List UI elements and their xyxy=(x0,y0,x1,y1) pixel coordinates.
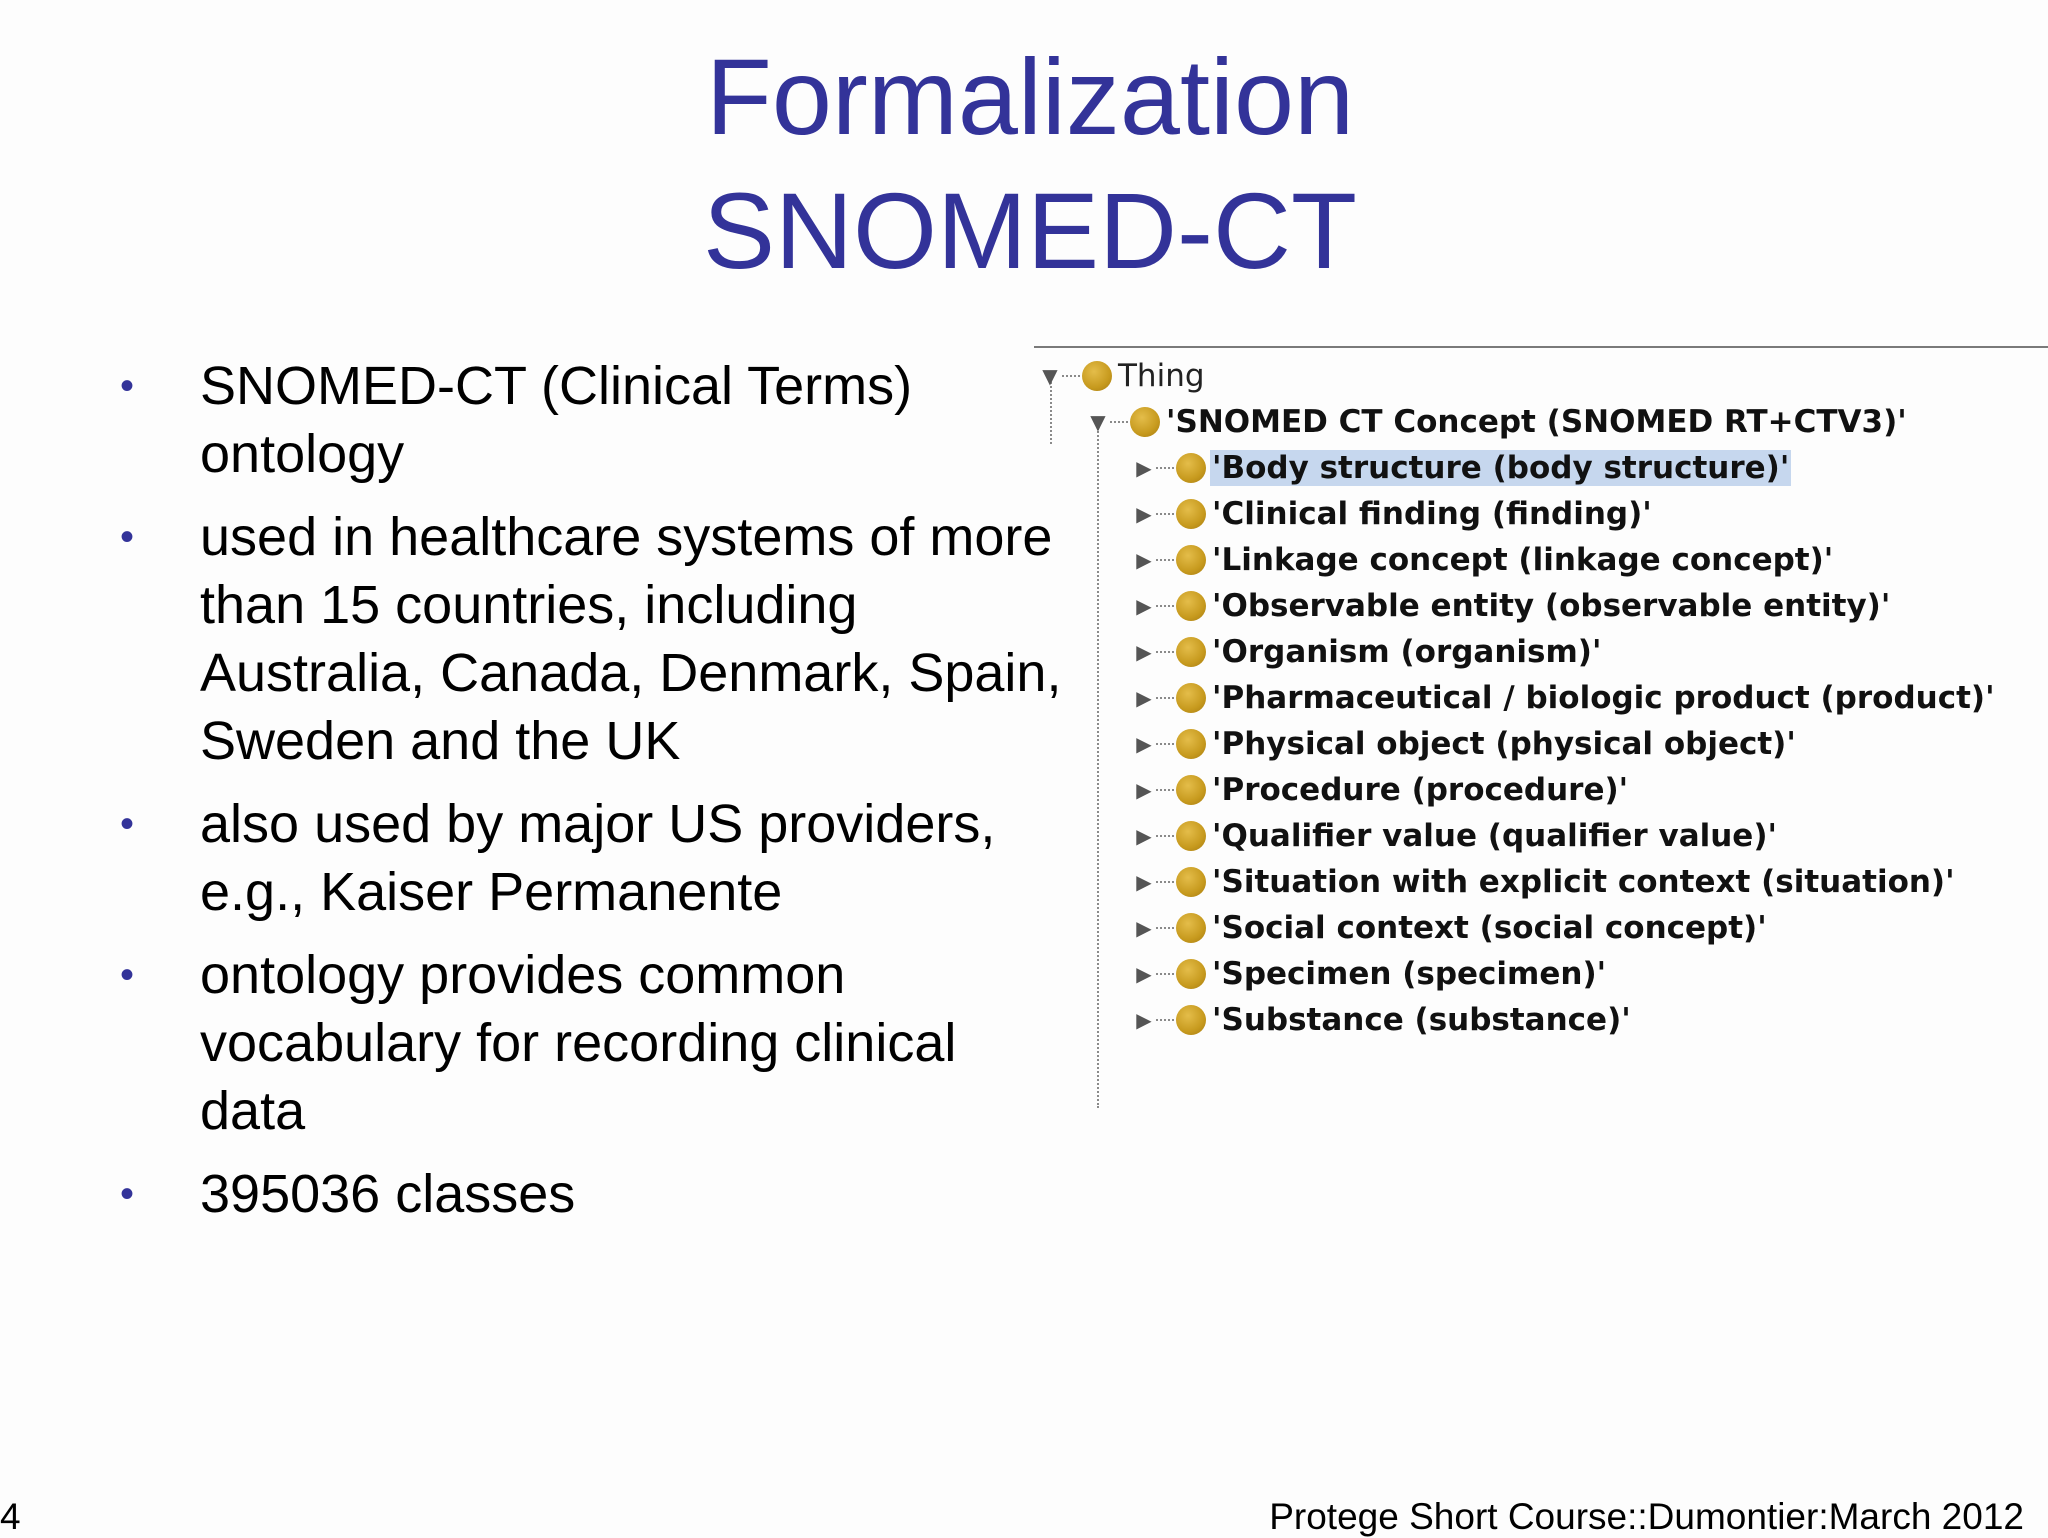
tree-node-label[interactable]: 'Pharmaceutical / biologic product (product)' xyxy=(1212,680,1995,716)
tree-node-label[interactable]: 'Observable entity (observable entity)' xyxy=(1212,588,1891,624)
tree-node-label[interactable]: 'Clinical finding (finding)' xyxy=(1212,496,1652,532)
class-icon xyxy=(1176,545,1206,575)
tree-node-label[interactable]: 'Situation with explicit context (situation)' xyxy=(1212,864,1955,900)
tree-row-child[interactable] xyxy=(1132,954,1608,994)
tree-node-label[interactable]: 'Procedure (procedure)' xyxy=(1212,772,1629,808)
bullet-item xyxy=(120,352,1070,488)
tree-node-label[interactable]: 'Social context (social concept)' xyxy=(1212,910,1767,946)
bullet-dot: • xyxy=(120,364,135,408)
bullet-dot: • xyxy=(120,515,135,559)
class-icon xyxy=(1176,821,1206,851)
tree-row-child[interactable] xyxy=(1132,816,1779,856)
class-icon xyxy=(1176,683,1206,713)
class-icon xyxy=(1176,499,1206,529)
tree-connector xyxy=(1156,1019,1174,1021)
tree-node-label[interactable]: Thing xyxy=(1118,358,1205,394)
tree-connector xyxy=(1156,559,1174,561)
tree-connector xyxy=(1156,789,1174,791)
tree-node-label[interactable]: 'Qualifier value (qualifier value)' xyxy=(1212,818,1777,854)
tree-row-child[interactable] xyxy=(1132,494,1654,534)
title-line-2: SNOMED-CT xyxy=(703,170,1357,291)
tree-row-child[interactable] xyxy=(1132,770,1630,810)
tree-row-child[interactable] xyxy=(1132,540,1835,580)
bullet-dot: • xyxy=(120,1172,135,1216)
class-icon xyxy=(1176,867,1206,897)
tree-connector xyxy=(1156,467,1174,469)
expand-toggle-icon[interactable]: ▼ xyxy=(1090,410,1106,434)
collapse-toggle-icon[interactable]: ▶ xyxy=(1136,548,1152,572)
tree-node-label[interactable]: 'Substance (substance)' xyxy=(1212,1002,1631,1038)
tree-row-thing[interactable] xyxy=(1038,356,1207,396)
tree-connector xyxy=(1156,927,1174,929)
tree-row-child[interactable] xyxy=(1132,862,1957,902)
bullet-item xyxy=(120,1160,1070,1228)
tree-guide-line xyxy=(1097,428,1099,1108)
bullet-item xyxy=(120,503,1070,775)
bullet-text: SNOMED-CT (Clinical Terms) ontology xyxy=(200,356,913,484)
bullet-text: 395036 classes xyxy=(200,1164,576,1224)
class-icon xyxy=(1130,407,1160,437)
bullet-item xyxy=(120,790,1070,926)
class-icon xyxy=(1176,959,1206,989)
class-icon xyxy=(1176,729,1206,759)
slide-title xyxy=(0,30,2048,298)
tree-connector xyxy=(1156,697,1174,699)
tree-node-label[interactable]: 'Specimen (specimen)' xyxy=(1212,956,1607,992)
class-icon xyxy=(1176,637,1206,667)
tree-node-label-selected[interactable]: 'Body structure (body structure)' xyxy=(1212,450,1790,486)
tree-connector xyxy=(1156,973,1174,975)
tree-connector xyxy=(1156,881,1174,883)
collapse-toggle-icon[interactable]: ▶ xyxy=(1136,732,1152,756)
page-number: 4 xyxy=(0,1496,21,1537)
collapse-toggle-icon[interactable]: ▶ xyxy=(1136,824,1152,848)
bullet-text: used in healthcare systems of more than 15 countries, including Australia, Canada, Denmark, Spain, Sweden and the UK xyxy=(200,507,1062,771)
tree-connector xyxy=(1110,421,1128,423)
collapse-toggle-icon[interactable]: ▶ xyxy=(1136,640,1152,664)
collapse-toggle-icon[interactable]: ▶ xyxy=(1136,870,1152,894)
collapse-toggle-icon[interactable]: ▶ xyxy=(1136,1008,1152,1032)
tree-connector xyxy=(1156,743,1174,745)
collapse-toggle-icon[interactable]: ▶ xyxy=(1136,502,1152,526)
tree-row-child[interactable] xyxy=(1132,586,1892,626)
tree-connector xyxy=(1156,605,1174,607)
collapse-toggle-icon[interactable]: ▶ xyxy=(1136,686,1152,710)
bullet-dot: • xyxy=(120,953,135,997)
collapse-toggle-icon[interactable]: ▶ xyxy=(1136,778,1152,802)
tree-row-child[interactable] xyxy=(1132,678,1997,718)
tree-node-label[interactable]: 'Linkage concept (linkage concept)' xyxy=(1212,542,1834,578)
footer-text: Protege Short Course::Dumontier:March 2012 xyxy=(1269,1496,2024,1537)
tree-row-child[interactable] xyxy=(1132,724,1798,764)
collapse-toggle-icon[interactable]: ▶ xyxy=(1136,456,1152,480)
tree-row-child[interactable] xyxy=(1132,448,1791,488)
class-icon xyxy=(1082,361,1112,391)
title-line-1: Formalization xyxy=(705,36,1355,157)
tree-connector xyxy=(1156,651,1174,653)
expand-toggle-icon[interactable]: ▼ xyxy=(1042,364,1058,388)
class-hierarchy-tree xyxy=(1034,346,2048,1048)
tree-node-label[interactable]: 'SNOMED CT Concept (SNOMED RT+CTV3)' xyxy=(1166,404,1907,440)
collapse-toggle-icon[interactable]: ▶ xyxy=(1136,962,1152,986)
tree-node-label[interactable]: 'Physical object (physical object)' xyxy=(1212,726,1796,762)
bullet-text: ontology provides common vocabulary for recording clinical data xyxy=(200,945,957,1141)
tree-connector xyxy=(1156,835,1174,837)
class-icon xyxy=(1176,591,1206,621)
tree-row-child[interactable] xyxy=(1132,632,1603,672)
tree-node-label[interactable]: 'Organism (organism)' xyxy=(1212,634,1602,670)
tree-row-child[interactable] xyxy=(1132,908,1769,948)
collapse-toggle-icon[interactable]: ▶ xyxy=(1136,594,1152,618)
class-icon xyxy=(1176,1005,1206,1035)
class-icon xyxy=(1176,453,1206,483)
collapse-toggle-icon[interactable]: ▶ xyxy=(1136,916,1152,940)
tree-connector xyxy=(1156,513,1174,515)
bullet-list xyxy=(120,352,1070,1243)
bullet-item xyxy=(120,941,1070,1145)
class-icon xyxy=(1176,913,1206,943)
tree-row-snomed-concept[interactable] xyxy=(1086,402,1909,442)
tree-connector xyxy=(1062,375,1080,377)
bullet-text: also used by major US providers, e.g., Kaiser Permanente xyxy=(200,794,996,922)
tree-row-child[interactable] xyxy=(1132,1000,1633,1040)
class-icon xyxy=(1176,775,1206,805)
bullet-dot: • xyxy=(120,802,135,846)
